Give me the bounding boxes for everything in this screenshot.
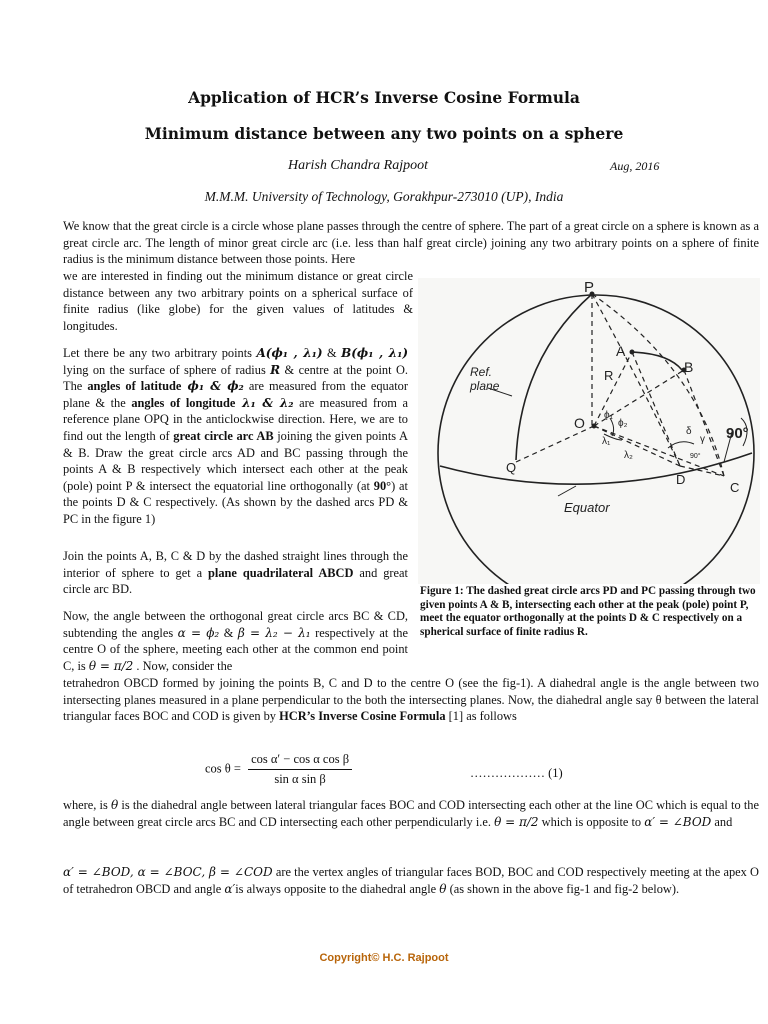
page-subtitle: Minimum distance between any two points on a sphere	[144, 124, 624, 143]
label-c: C	[730, 480, 740, 495]
quadrilateral-text: Join the points A, B, C & D by the dashed straight lines through the interior of sphere to get a plane quadrilateral ABCD and great circle arc BD.	[63, 549, 408, 597]
label-ref: Ref.	[470, 365, 493, 379]
date: Aug, 2016	[610, 159, 660, 173]
label-d: D	[676, 472, 686, 487]
affiliation: M.M.M. University of Technology, Gorakhpur-273010 (UP), India	[204, 189, 564, 204]
label-plane: plane	[470, 379, 500, 393]
paragraph-where	[63, 797, 759, 830]
label-o: O	[574, 415, 585, 431]
label-phi1: ϕ₁	[604, 410, 613, 421]
page-title: Application of HCR’s Inverse Cosine Formula	[188, 88, 580, 107]
paragraph-vertex-angles	[63, 864, 759, 897]
label-delta: δ	[686, 426, 692, 437]
label-equator: Equator	[564, 500, 610, 515]
label-phi2: ϕ₂	[618, 418, 628, 429]
point-a	[630, 350, 635, 355]
label-b: B	[684, 359, 694, 375]
paragraph-tetrahedron	[63, 675, 759, 725]
angle-text: Now, the angle between the orthogonal great circle arcs BC & CD, subtending the angles α = ϕ₂ & β = λ₂ − λ₁ respectively at the centre O of the sphere, meeting each other at the common end point C, is θ = π/2 . Now, consider the	[63, 609, 408, 673]
footer-copyright: Copyright© H.C. Rajpoot	[319, 952, 449, 964]
intro-text-wide: We know that the great circle is a circle whose plane passes through the centre of sphere. The part of a great circle on a sphere is known as a great circle arc. The length of minor great circle arc (i.e. less than half great circle) joining any two arbitrary points on a sphere of finite radius is the minimum distance between those points. Here	[63, 219, 759, 267]
label-a: A	[616, 343, 626, 359]
paragraph-intro	[63, 218, 759, 268]
paragraph-points	[63, 345, 408, 528]
paragraph-angle	[63, 608, 408, 674]
formula-fraction	[248, 752, 352, 787]
formula-numerator: cos α′ − cos α cos β	[248, 752, 352, 770]
equation-number: ……………… (1)	[470, 766, 563, 780]
tetrahedron-text: tetrahedron OBCD formed by joining the points B, C and D to the centre O (see the fig-1). A diahedral angle is the angle between two intersecting planes measured in a plane perpendicular to the both the intersecting planes. Now, the diahedral angle say θ between the lateral triangular faces BOC and COD is given by HCR’s Inverse Cosine Formula [1] as follows	[63, 676, 759, 724]
where-text: where, is θ is the diahedral angle between lateral triangular faces BOC and COD intersecting each other at the line OC which is equal to the angle between great circle arcs BC and CD intersecting each other perpendicularly i.e. θ = π/2 which is opposite to α′ = ∠BOD and	[63, 798, 760, 829]
figure-sphere-diagram	[418, 278, 760, 584]
vertex-angles-text: α′ = ∠BOD, α = ∠BOC, β = ∠COD are the vertex angles of triangular faces BOD, BOC and COD respectively meeting at the apex O of tetrahedron OBCD and angle α′is always opposite to the diahedral angle θ (as shown in the above fig-1 and fig-2 below).	[63, 865, 759, 896]
label-p: P	[584, 279, 595, 296]
label-gamma: γ	[700, 434, 705, 445]
label-ninety: 90°	[726, 425, 749, 442]
points-text: Let there be any two arbitrary points A(ϕ₁ , λ₁) & B(ϕ₁ , λ₁) lying on the surface of sphere of radius R & centre at the point O. The angles of latitude ϕ₁ & ϕ₂ are measured from the equator plane & the angles of longitude λ₁ & λ₂ are measured from a reference plane OPQ in the anticlockwise direction. Here, we are to find out the length of great circle arc AB joining the given points A & B. Draw the great circle arcs AD and BC passing through the points A & B respectively which intersect each other at the peak (pole) point P & intersect the equatorial line orthogonally (at 90°) at the points D & C respectively. (As shown by the dashed arcs PD & PC in the figure 1)	[63, 346, 409, 526]
label-lambda1: λ₁	[602, 436, 611, 447]
author: Harish Chandra Rajpoot	[288, 158, 429, 173]
label-ninety-small: 90°	[690, 453, 701, 460]
figure-caption: Figure 1: The dashed great circle arcs PD and PC passing through two given points A & B, intersecting each other at the peak (pole) point P, meet the equator orthogonally at the points D & C respectively on a spherical surface of finite radius R.	[420, 585, 756, 638]
center-point-o	[592, 424, 597, 429]
paragraph-quadrilateral	[63, 548, 408, 598]
formula-lhs: cos θ =	[205, 761, 241, 776]
label-q: Q	[506, 460, 517, 475]
formula-denominator: sin α sin β	[274, 772, 326, 786]
label-r: R	[604, 368, 614, 383]
label-lambda2: λ₂	[624, 450, 633, 461]
intro-text-narrow: we are interested in finding out the minimum distance or great circle distance between any two arbitrary points on a spherical surface of finite radius (like globe) for the given values of latitudes & longitudes.	[63, 269, 413, 333]
formula-hcr	[205, 752, 352, 787]
paragraph-intro-cont	[63, 268, 413, 334]
